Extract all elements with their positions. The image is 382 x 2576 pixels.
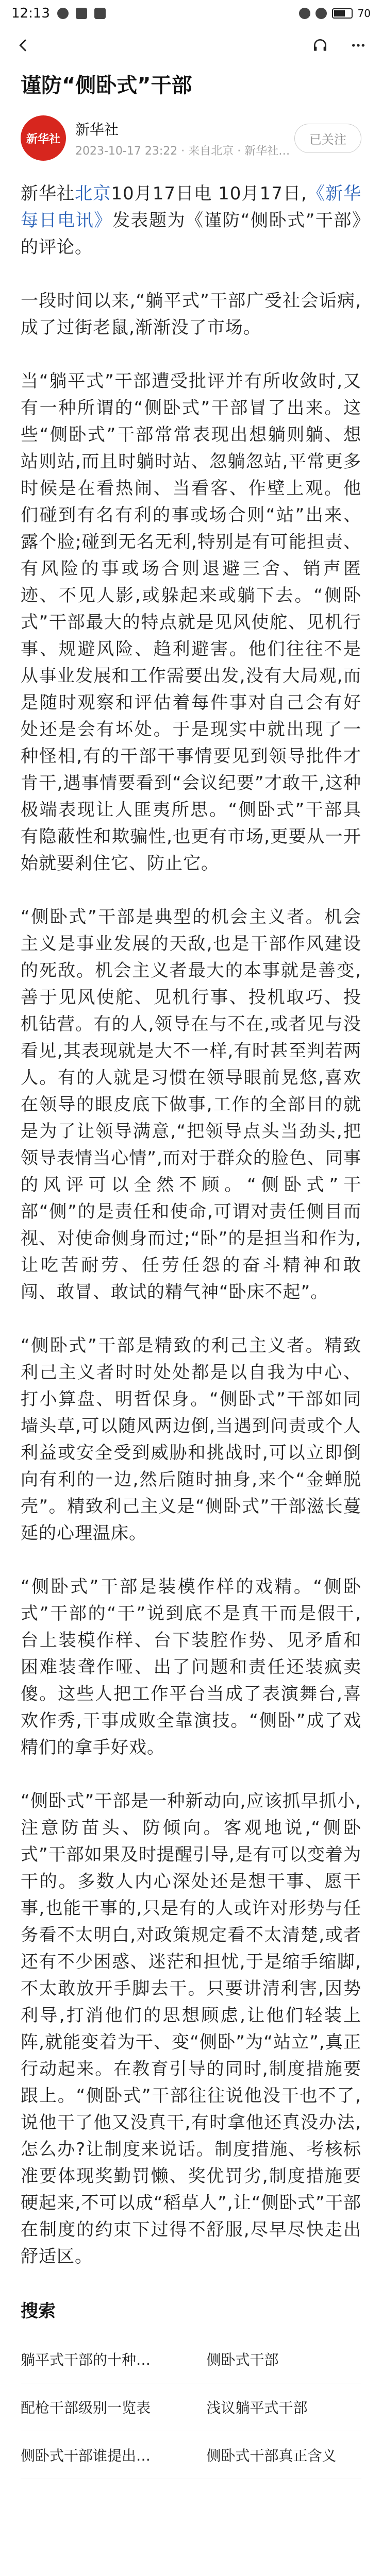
article bbox=[0, 71, 382, 2270]
status-bar bbox=[0, 0, 382, 27]
para-rest: 发表题为《谨防“侧卧式”干部》的评论。 bbox=[21, 210, 362, 258]
status-time: 12:13 bbox=[11, 6, 50, 21]
paragraph-3: 当“躺平式”干部遭受批评并有所收敛时,又有一种所谓的“侧卧式”干部冒了出来。这些“侧卧式”干部常常表现出想躺则躺、想站则站,而且时躺时站、忽躺忽站,平常更多时候是在看热闹、当看客、作壁上观。他们碰到有名有利的事或场合则“站”出来、露个脸;碰到无名无利,特别是有可能担责、有风险的事或场合则退避三舍、销声匿迹、不见人影,或躲起来或躺下去。“侧卧式”干部最大的特点就是见风使舵、见机行事、规避风险、趋利避害。他们往往不是从事业发展和工作需要出发,没有大局观,而是随时观察和评估着每件事对自己会有好处还是会有坏处。于是现实中就出现了一种怪相,有的干部干事情要见到领导批件才肯干,遇事情要看到“会议纪要”才敢干,这种极端表现让人匪夷所思。“侧卧式”干部具有隐蔽性和欺骗性,也更有市场,更要从一开始就要剎住它、防止它。 bbox=[21, 371, 361, 874]
paragraph-5: “侧卧式”干部是精致的利己主义者。精致利己主义者时时处处都是以自我为中心、打小算盘、明哲保身。“侧卧式”干部如同墙头草,可以随风两边倒,当遇到问责或个人利益或安全受到威胁和挑战时,可以立即倒向有利的一边,然后随时抽身,来个“金蝉脱壳”。精致利己主义是“侧卧式”干部滋长蔓延的心理温床。 bbox=[21, 1335, 361, 1544]
top-bar bbox=[0, 27, 382, 64]
search-item[interactable]: 浅议躺平式干部 bbox=[191, 2383, 362, 2431]
more-icon[interactable] bbox=[348, 35, 369, 56]
source-name[interactable]: 新华社 bbox=[75, 121, 119, 138]
source-meta: 2023-10-17 23:22 · 来自北京 · 新华社… bbox=[75, 144, 290, 158]
paragraph-7: “侧卧式”干部是一种新动向,应该抓早抓小,注意防苗头、防倾向。客观地说,“侧卧式”干部如果及时提醒引导,是有可以变着为干的。多数人内心深处还是想干事、愿干事,也能干事的,只是有的人或许对形势与任务看不太明白,对政策规定看不太清楚,或者还有不少困惑、迷茫和担忧,于是缩手缩脚,不太敢放开手脚去干。只要讲清利害,因势利导,打消他们的思想顾虑,让他们轻装上阵,就能变着为干、变“侧卧”为“站立”,真正行动起来。在教育引导的同时,制度措施要跟上。“侧卧式”干部往往说他没干也不了,说他干了他又没真干,有时拿他还真没办法,怎么办?让制度来说话。制度措施、考核标准要体现奖勤罚懒、奖优罚劣,制度措施要硬起来,不可以成“稻草人”,让“侧卧式”干部在制度的约束下过得不舒服,尽早尽快走出舒适区。 bbox=[21, 1791, 361, 2267]
para-mid: 10月17日电 10月17日, bbox=[111, 183, 307, 204]
location-link[interactable]: 北京 bbox=[75, 183, 111, 204]
wifi-icon bbox=[315, 8, 327, 19]
app-icon bbox=[94, 8, 106, 19]
search-item[interactable]: 躺平式干部的十种… bbox=[21, 2335, 191, 2383]
paragraph-6: “侧卧式”干部是装模作样的戏精。“侧卧式”干部的“干”说到底不是真干而是假干,台上装模作样、台下装腔作势、见矛盾和困难装聋作哑、出了问题和责任还装疯卖傻。这些人把工作平台当成了表演舞台,喜欢作秀,干事成败全靠演技。“侧卧”成了戏精们的拿手好戏。 bbox=[21, 1577, 361, 1758]
search-item[interactable]: 侧卧式干部 bbox=[191, 2335, 362, 2383]
paragraph-2: 一段时间以来,“躺平式”干部广受社会诟病,成了过街老鼠,渐渐没了市场。 bbox=[21, 291, 361, 338]
search-item[interactable]: 侧卧式干部谁提出… bbox=[21, 2431, 191, 2479]
related-search bbox=[0, 2297, 382, 2479]
back-arrow-icon[interactable] bbox=[13, 35, 34, 56]
newspaper-link[interactable]: 《新华每日电讯》 bbox=[21, 183, 362, 231]
search-item[interactable]: 侧卧式干部真正含义 bbox=[191, 2431, 362, 2479]
headphones-icon[interactable] bbox=[310, 35, 330, 56]
paragraph-1 bbox=[21, 180, 361, 261]
avatar[interactable] bbox=[21, 115, 66, 161]
battery-icon bbox=[332, 8, 353, 19]
avatar-text: 新华社 bbox=[26, 132, 60, 146]
paragraph-4: “侧卧式”干部是典型的机会主义者。机会主义是事业发展的天敌,也是干部作风建设的死敌。机会主义者最大的本事就是善变,善于见风使舵、见机行事、投机取巧、投机钻营。有的人,领导在与不在,或者见与没看见,其表现就是大不一样,有时甚至判若两人。有的人就是习惯在领导眼前晃悠,喜欢在领导的眼皮底下做事,工作的全部目的就是为了让领导满意,“把领导点头当劲头,把领导表情当心情”,而对于群众的脸色、同事的风评可以全然不顾。“侧卧式”干部“侧”的是责任和使命,可谓对责任侧目而视、对使命侧身而过;“卧”的是担当和作为,让吃苦耐劳、任劳任怨的奋斗精神和敢闯、敢冒、敢试的精气神“卧床不起”。 bbox=[21, 907, 361, 1302]
search-heading: 搜索 bbox=[21, 2301, 56, 2321]
search-grid bbox=[21, 2335, 361, 2479]
article-title: 谨防“侧卧式”干部 bbox=[21, 74, 192, 97]
battery-level: 70 bbox=[357, 7, 371, 20]
notification-icon bbox=[57, 8, 69, 19]
para-lead: 新华社 bbox=[21, 183, 75, 204]
source-row bbox=[21, 115, 361, 161]
follow-button[interactable]: 已关注 bbox=[294, 124, 361, 153]
search-item[interactable]: 配枪干部级别一览表 bbox=[21, 2383, 191, 2431]
message-icon bbox=[76, 8, 87, 19]
signal-icon bbox=[299, 8, 310, 19]
